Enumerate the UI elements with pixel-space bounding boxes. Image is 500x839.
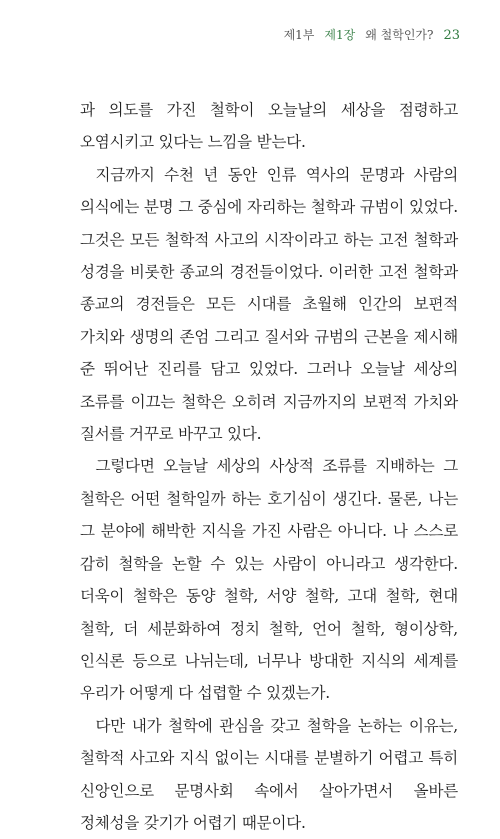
header-chapter-label: 제1장	[324, 28, 356, 42]
paragraph-1: 과 의도를 가진 철학이 오늘날의 세상을 점령하고 오염시키고 있다는 느낌을 받는다.	[80, 101, 458, 152]
header-chapter-title: 왜 철학인가?	[365, 28, 434, 42]
paragraph-2: 지금까지 수천 년 동안 인류 역사의 문명과 사람의 의식에는 분명 그 중심에 자리하는 철학과 규범이 있었다. 그것은 모든 철학적 사고의 시작이라고 하는 고전 철학과 성경을 비롯한 종교의 경전들이었다. 이러한 고전 철학과 종교의 경전들은 모든 시대를 초월해 인간의 보편적 가치와 생명의 존엄 그리고 질서와 규범의 근본을 제시해 준 뛰어난 진리를 담고 있었다. 그러나 오늘날 세상의 조류를 이끄는 철학은 오히려 지금까지의 보편적 가치와 질서를 거꾸로 바꾸고 있다.	[80, 165, 458, 444]
header-part-label: 제1부	[283, 28, 315, 42]
paragraph-4: 다만 내가 철학에 관심을 갖고 철학을 논하는 이유는, 철학적 사고와 지식 없이는 시대를 분별하기 어렵고 특히 신앙인으로 문명사회 속에서 살아가면서 올바른 정체성을 갖기가 어렵기 때문이다.	[80, 716, 458, 832]
paragraph-3: 그렇다면 오늘날 세상의 사상적 조류를 지배하는 그 철학은 어떤 철학일까 하는 호기심이 생긴다. 물론, 나는 그 분야에 해박한 지식을 가진 사람은 아니다. 나 스스로 감히 철학을 논할 수 있는 사람이 아니라고 생각한다. 더욱이 철학은 동양 철학, 서양 철학, 고대 철학, 현대 철학, 더 세분화하여 정치 철학, 언어 철학, 형이상학, 인식론 등으로 나뉘는데, 너무나 방대한 지식의 세계를 우리가 어떻게 다 섭렵할 수 있겠는가.	[80, 457, 458, 703]
body-text	[80, 94, 458, 839]
page-number: 23	[443, 28, 460, 43]
running-header	[284, 26, 460, 43]
